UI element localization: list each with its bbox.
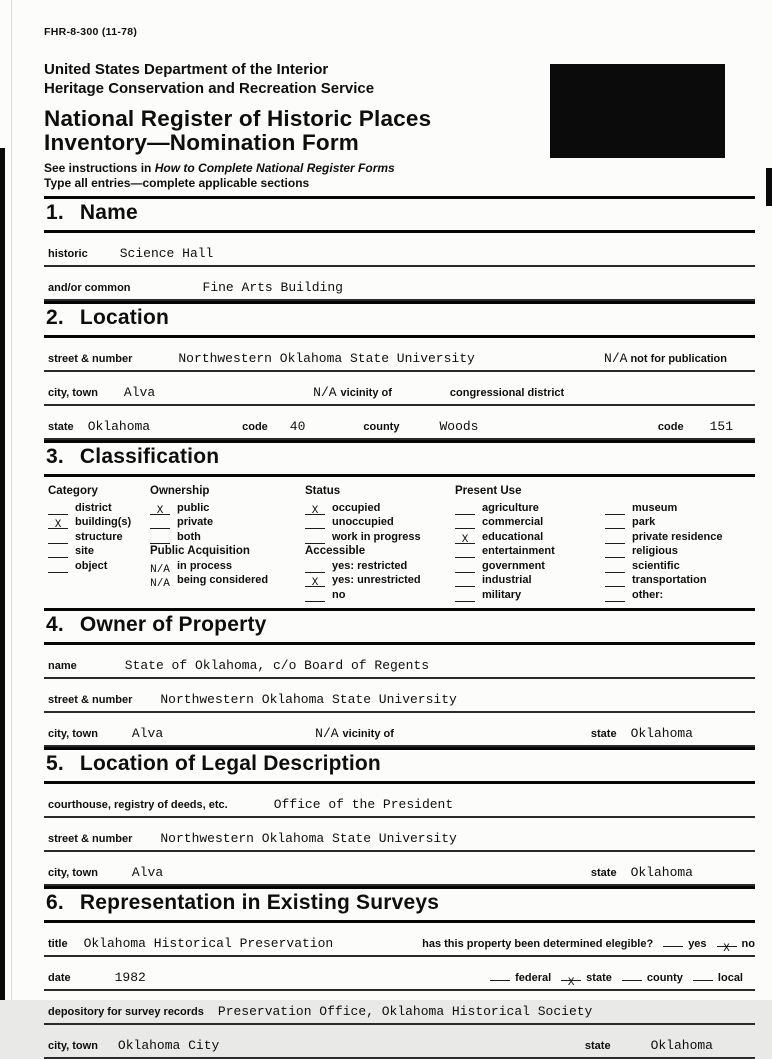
present-use-columns [455,500,755,602]
checkbox-label: yes [688,937,707,950]
field-historic-name [44,233,755,267]
present-use-heading: Present Use [455,485,522,498]
checkbox-line [150,562,170,576]
checkbox-line [605,517,625,529]
code-group [658,419,733,434]
checkbox-line [305,575,325,590]
checkbox-industrial [455,573,605,588]
state-group [585,1038,713,1053]
checkbox-line [305,561,325,573]
checkbox-park [605,515,755,530]
check-no [717,937,755,955]
field-owner-city [44,713,755,747]
section-number: 6. [46,890,64,914]
accessible-subheading: Accessible [305,544,366,557]
field-city-town [44,372,755,406]
form-title-line1: National Register of Historic Places [44,106,432,132]
section-title: Location of Legal Description [79,751,381,775]
checkbox-scientific [605,558,755,573]
instructions [44,161,755,191]
checkbox-line [305,590,325,602]
survey-level-group [480,971,743,989]
field-value: Oklahoma [87,419,151,435]
checkbox-entertainment [455,544,605,559]
field-value: Oklahoma [630,864,693,880]
na-mark: N/A [315,725,339,741]
na-mark: N/A [604,351,628,367]
public-acquisition-subheading: Public Acquisition [150,544,250,557]
field-value: Northwestern Oklahoma State University [160,830,457,846]
section-header-name [44,196,755,233]
checkbox-label: religious [632,545,678,558]
checkbox-line [48,561,68,573]
field-legal-street [44,818,755,852]
checkbox-label: private [177,516,214,529]
field-owner-street [44,679,755,713]
checkbox-line [663,937,683,947]
checkbox-no [305,587,455,602]
checkbox-line [48,532,68,544]
checkbox-yes-unrestricted [305,573,455,588]
field-label: historic [48,248,88,261]
na-mark: N/A [150,563,170,576]
eligible-group [422,937,755,955]
field-depository [44,991,755,1025]
checkbox-line [693,971,713,981]
section-number: 5. [46,751,64,775]
checkbox-line [305,517,325,529]
checkbox-mark: X [723,942,730,955]
form-content [44,0,755,1059]
present-use-col1 [455,500,605,602]
checkbox-line [455,503,475,515]
checkbox-line [605,532,625,544]
field-value: 40 [289,419,306,435]
field-value: 151 [709,419,733,435]
section-number: 4. [46,612,64,636]
section-title: Location [79,306,170,330]
field-value: Northwestern Oklahoma State University [160,691,457,707]
checkbox-label: entertainment [482,545,555,558]
status-heading: Status [305,485,341,498]
section-number: 2. [46,306,64,330]
checkbox-label: being considered [177,574,269,587]
field-street-number [44,338,755,372]
field-label: depository for survey records [48,1005,204,1018]
instructions-line1 [44,161,755,176]
check-federal [490,971,551,984]
checkbox-object [48,558,150,573]
section-header-legal [44,747,755,784]
field-label: not for publication [630,353,727,366]
checkbox-mark: X [156,504,164,517]
state-group [591,865,693,880]
checkbox-transportation [605,573,755,588]
field-state-county [44,406,755,440]
check-state [561,971,612,989]
checkbox-line [605,575,625,587]
scan-edge-artifact-right [766,168,772,206]
field-label: street & number [48,832,133,845]
section-header-location [44,301,755,338]
field-label: state [590,727,617,740]
field-label: city, town [48,1039,98,1052]
checkbox-district [48,500,150,515]
checkbox-private [150,515,305,530]
checkbox-label: site [75,545,94,558]
field-value: Oklahoma Historical Preservation [83,935,334,951]
checkbox-label: both [177,530,201,543]
field-common-name [44,267,755,301]
checkbox-educational [455,529,605,544]
classification-category-column [48,485,150,602]
field-legal-city [44,852,755,886]
field-value: Alva [123,385,156,401]
checkbox-line [150,532,170,544]
checkbox-label: other: [632,588,664,601]
checkbox-label: county [646,971,683,984]
checkbox-mark: X [461,533,469,546]
checkbox-line [455,575,475,587]
field-value: Oklahoma City [117,1037,220,1053]
instructions-line2: Type all entries—complete applicable sections [44,176,310,191]
section-title: Representation in Existing Surveys [79,890,440,914]
checkbox-line [150,517,170,529]
field-value: Woods [439,419,479,435]
checkbox-line [717,937,737,955]
scan-edge-artifact-left [0,148,5,1000]
field-label: state [590,866,617,879]
checkbox-line [455,561,475,573]
section-header-owner [44,608,755,645]
checkbox-mark: X [54,519,62,532]
section-title: Owner of Property [79,612,267,636]
field-label: congressional district [449,387,565,400]
checkbox-both [150,529,305,544]
field-value: State of Oklahoma, c/o Board of Regents [124,657,429,673]
field-label: state [48,421,74,434]
checkbox-label: object [75,559,108,572]
checkbox-label: local [717,971,743,984]
section-header-classification [44,440,755,477]
checkbox-private-residence [605,529,755,544]
field-value: Office of the President [273,796,454,812]
instructions-prefix: See instructions in [44,161,155,176]
field-label: city, town [48,866,98,879]
checkbox-being-considered [150,573,305,591]
checkbox-line [48,503,68,515]
checkbox-occupied [305,500,455,515]
checkbox-label: district [75,501,112,514]
checkbox-label: public [177,501,210,514]
section-number: 3. [46,445,64,469]
checkbox-line [605,561,625,573]
checkbox-label: agriculture [482,501,539,514]
field-courthouse [44,784,755,818]
form-title-line2: Inventory—Nomination Form [44,129,360,155]
checkbox-line [605,590,625,602]
section-number: 1. [46,201,64,225]
field-label: name [48,659,77,672]
checkbox-line [605,503,625,515]
checkbox-line [622,971,642,981]
field-label: code [657,421,684,434]
agency-line2: Heritage Conservation and Recreation Service [44,80,375,98]
checkbox-structure [48,529,150,544]
checkbox-military [455,587,605,602]
checkbox-label: educational [482,530,544,543]
field-survey-date [44,957,755,991]
checkbox-label: yes: unrestricted [332,574,421,587]
checkbox-line [305,503,325,515]
checkbox-site [48,544,150,559]
scan-edge-line [11,0,12,1000]
checkbox-label: work in progress [332,530,421,543]
field-survey-city [44,1025,755,1059]
field-value: Fine Arts Building [202,280,343,296]
check-yes [663,937,706,950]
checkbox-label: scientific [632,559,680,572]
field-survey-title [44,923,755,957]
checkbox-line [455,532,475,544]
field-label: has this property been determined elegible? [422,937,654,950]
agency-header [44,60,755,98]
field-label: vicinity of [342,727,394,740]
field-label: date [48,971,71,984]
checkbox-label: museum [632,501,678,514]
checkbox-label: state [586,971,612,984]
checkbox-label: industrial [482,574,532,587]
checkbox-line [605,546,625,558]
field-value: Preservation Office, Oklahoma Historical Society [217,1003,593,1019]
classification-ownership-column [150,485,305,602]
field-value: 1982 [114,969,146,985]
checkbox-buildings [48,515,150,530]
checkbox-mark: X [567,976,575,989]
field-label: county [363,421,400,434]
checkbox-mark: X [311,577,319,590]
checkbox-in-process [150,558,305,576]
ownership-heading: Ownership [150,485,210,498]
field-value: Alva [131,864,164,880]
checkbox-line [490,971,510,981]
checkbox-work-in-progress [305,529,455,544]
field-value: Alva [131,725,164,741]
classification-grid [44,477,755,608]
field-label: courthouse, registry of deeds, etc. [48,798,228,811]
check-local [693,971,743,984]
present-use-col2 [605,500,755,602]
state-group [591,726,693,741]
checkbox-public [150,500,305,515]
form-title [44,107,755,154]
checkbox-museum [605,500,755,515]
field-value: Oklahoma [650,1037,713,1053]
checkbox-line [48,517,68,532]
section-title: Classification [79,445,220,469]
field-value: Oklahoma [630,725,693,741]
form-number: FHR-8-300 (11-78) [44,26,138,38]
checkbox-label: transportation [632,574,707,587]
field-label: code [242,421,268,434]
checkbox-label: in process [177,559,233,572]
checkbox-label: unoccupied [332,516,394,529]
na-mark: N/A [313,385,337,401]
section-header-surveys [44,886,755,923]
checkbox-label: building(s) [75,516,132,529]
checkbox-line [48,546,68,558]
checkbox-line [150,503,170,515]
field-label: street & number [48,693,133,706]
checkbox-line [455,546,475,558]
checkbox-line [561,971,581,989]
checkbox-label: no [332,588,346,601]
field-label: city, town [48,387,98,400]
checkbox-label: private residence [632,530,723,543]
checkbox-label: military [482,588,522,601]
na-mark: N/A [150,578,170,591]
instructions-italic: How to Complete National Register Forms [154,161,395,176]
checkbox-commercial [455,515,605,530]
field-label: vicinity of [340,387,392,400]
category-heading: Category [48,485,98,498]
checkbox-line [150,576,170,591]
classification-present-use-column [455,485,755,602]
checkbox-label: government [482,559,545,572]
field-label: street & number [48,353,133,366]
section-title: Name [79,201,138,225]
checkbox-label: structure [75,530,123,543]
checkbox-label: no [741,937,755,950]
field-owner-name [44,645,755,679]
field-label: city, town [48,727,98,740]
field-label: title [48,937,68,950]
checkbox-label: yes: restricted [332,559,408,572]
checkbox-agriculture [455,500,605,515]
agency-line1: United States Department of the Interior [44,61,329,78]
checkbox-label: occupied [332,501,381,514]
checkbox-government [455,558,605,573]
checkbox-label: commercial [482,516,544,529]
checkbox-religious [605,544,755,559]
check-county [622,971,683,984]
field-label: and/or common [48,282,131,295]
checkbox-line [455,590,475,602]
checkbox-label: park [632,516,656,529]
checkbox-line [455,517,475,529]
checkbox-line [305,532,325,544]
field-label: state [584,1039,611,1052]
checkbox-yes-restricted [305,558,455,573]
not-for-publication-group [604,351,727,366]
field-value: Northwestern Oklahoma State University [178,351,475,367]
checkbox-unoccupied [305,515,455,530]
checkbox-mark: X [311,504,319,517]
checkbox-other [605,587,755,602]
classification-status-column [305,485,455,602]
checkbox-label: federal [515,971,552,984]
field-value: Science Hall [119,246,214,262]
